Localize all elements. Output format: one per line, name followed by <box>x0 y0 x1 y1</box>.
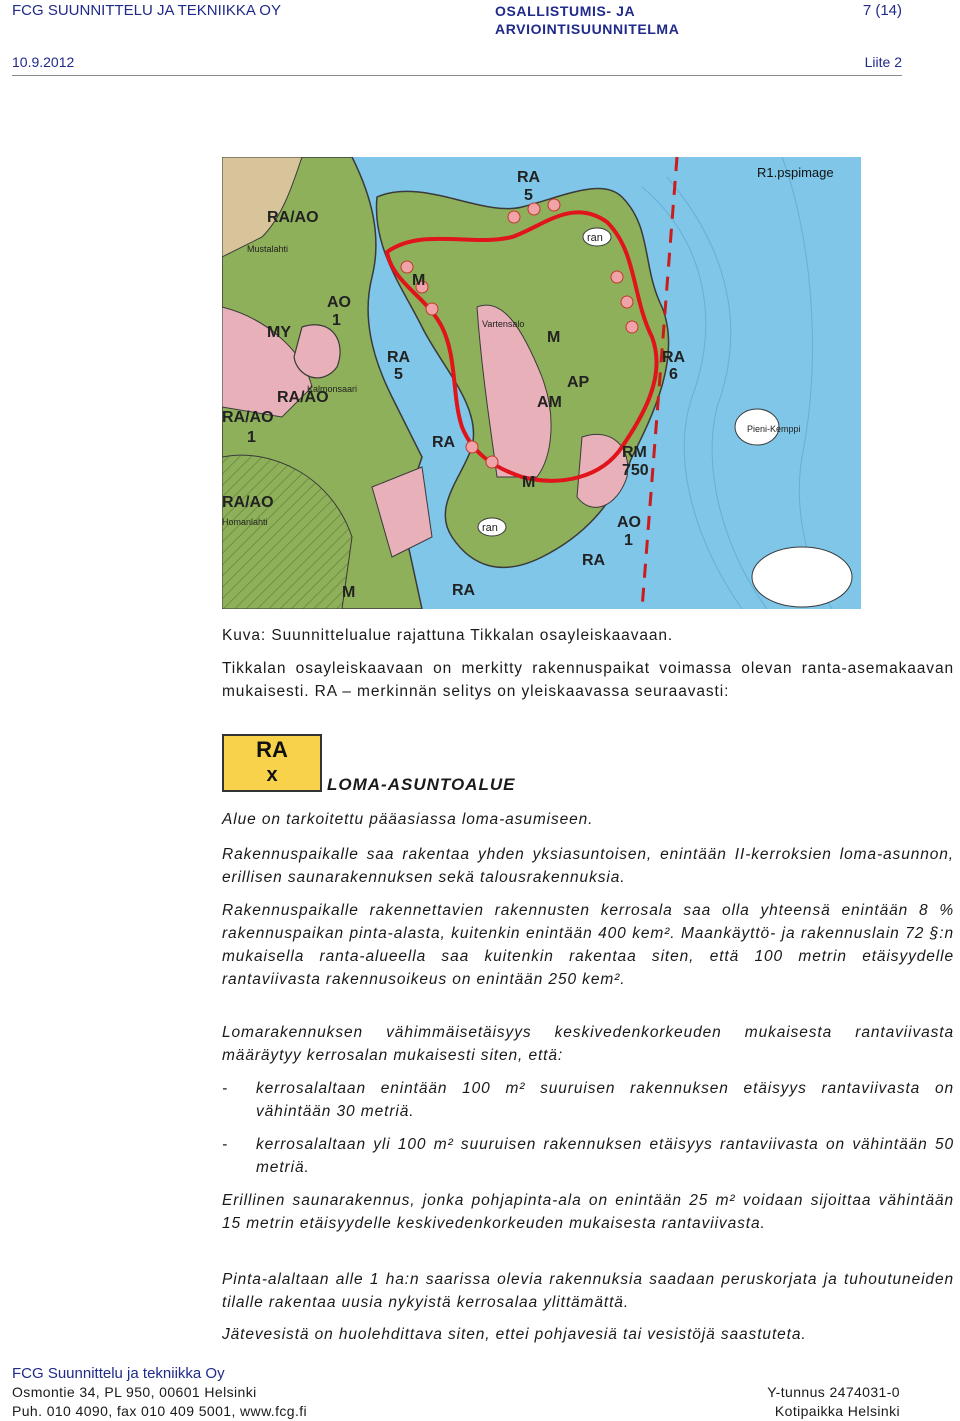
svg-text:AM: AM <box>537 394 562 411</box>
svg-text:Kalmonsaari: Kalmonsaari <box>307 384 358 394</box>
header-divider <box>12 75 902 76</box>
svg-text:AO: AO <box>617 514 641 531</box>
svg-text:M: M <box>342 584 356 601</box>
regulation-paragraph-4: Lomarakennuksen vähimmäisetäisyys keskivedenkorkeuden mukaisesta rantaviivasta määräytyy kerrosalan mukaisesti siten, että: <box>222 1024 954 1064</box>
header-doc-title-line2: ARVIOINTISUUNNITELMA <box>495 21 680 37</box>
svg-text:MY: MY <box>267 324 291 341</box>
header-date: 10.9.2012 <box>12 54 75 70</box>
svg-text:AP: AP <box>567 374 590 391</box>
regulation-paragraph-3: Rakennuspaikalle rakennettavien rakennusten kerrosala saa olla yhteensä enintään 8 % rakennuspaikan pinta-alasta, kuitenkin enintään 400 kem². Maankäyttö- ja rakennuslain 72 §:n mukaisella ranta-alueella saa kuitenkin rakentaa siten, että 100 metrin etäisyydelle rantaviivasta rakennusoikeus on enintään 250 kem². <box>222 902 954 988</box>
svg-text:M: M <box>412 272 426 289</box>
svg-text:M: M <box>547 329 561 346</box>
svg-text:RA/AO: RA/AO <box>222 494 274 511</box>
svg-text:RA: RA <box>452 582 476 599</box>
figure-caption: Kuva: Suunnittelualue rajattuna Tikkalan osayleiskaavaan. <box>222 627 674 644</box>
svg-text:Vartensalo: Vartensalo <box>482 319 525 329</box>
list-bullet: - <box>222 1080 229 1097</box>
header-appendix: Liite 2 <box>864 54 902 70</box>
list-item-text: kerrosalaltaan yli 100 m² suuruisen rakennuksen etäisyys rantaviivasta on vähintään 50 metriä. <box>256 1136 954 1176</box>
svg-text:5: 5 <box>524 187 533 204</box>
regulation-paragraph-6: Pinta-alaltaan alle 1 ha:n saarissa olevia rakennuksia saadaan peruskorjata ja tuhoutuneiden tilalle rakentaa uusia nykyistä kerrosalaa ylittämättä. <box>222 1271 954 1311</box>
svg-text:6: 6 <box>669 366 678 383</box>
regulation-paragraph-5: Erillinen saunarakennus, jonka pohjapinta-ala on enintään 25 m² voidaan sijoittaa vähintään 15 metrin etäisyydelle keskivedenkorkeuden mukaisesta rantaviivasta. <box>222 1192 954 1232</box>
svg-text:RA: RA <box>517 169 541 186</box>
list-item <box>222 1077 954 1123</box>
svg-text:Mustalahti: Mustalahti <box>247 244 289 254</box>
svg-text:AO: AO <box>327 294 351 311</box>
svg-text:RA/AO: RA/AO <box>222 409 274 426</box>
legend-code-bottom: x <box>266 764 278 786</box>
footer-business-id: Y-tunnus 2474031-0 <box>767 1384 900 1400</box>
svg-text:750: 750 <box>622 462 649 479</box>
footer-address: Osmontie 34, PL 950, 00601 Helsinki <box>12 1384 257 1400</box>
intro-paragraph: Tikkalan osayleiskaavaan on merkitty rakennuspaikat voimassa olevan ranta-asemakaavan mukaisesti. RA – merkinnän selitys on yleiskaavassa seuraavasti: <box>222 660 954 700</box>
svg-text:Homanlahti: Homanlahti <box>222 517 268 527</box>
page-header <box>0 0 960 90</box>
map-islet-south-east <box>752 547 852 607</box>
ra-legend-symbol <box>222 734 322 792</box>
svg-text:RA/AO: RA/AO <box>267 209 319 226</box>
regulation-paragraph-2: Rakennuspaikalle saa rakentaa yhden yksiasuntoisen, enintään II-kerroksien loma-asunnon, erillisen saunarakennuksen sekä talousrakennuksia. <box>222 846 954 886</box>
map-corner-label: R1.pspimage <box>757 165 834 180</box>
zoning-map <box>222 157 861 609</box>
list-item <box>222 1133 954 1179</box>
regulation-paragraph-7: Jätevesistä on huolehdittava siten, ettei pohjavesiä tai vesistöjä saastuteta. <box>222 1326 807 1343</box>
header-doc-title-line1: OSALLISTUMIS- JA <box>495 3 636 19</box>
svg-text:M: M <box>522 474 536 491</box>
svg-text:RM: RM <box>622 444 647 461</box>
list-bullet: - <box>222 1136 229 1153</box>
svg-text:Pieni-Kemppi: Pieni-Kemppi <box>747 424 801 434</box>
svg-text:5: 5 <box>394 366 403 383</box>
svg-text:1: 1 <box>624 532 633 549</box>
legend-code-top: RA <box>256 737 288 762</box>
footer-contact: Puh. 010 4090, fax 010 409 5001, www.fcg.fi <box>12 1403 308 1419</box>
footer-company: FCG Suunnittelu ja tekniikka Oy <box>12 1365 225 1382</box>
list-item-text: kerrosalaltaan enintään 100 m² suuruisen rakennuksen etäisyys rantaviivasta on vähintään 30 metriä. <box>256 1080 954 1120</box>
svg-text:RA: RA <box>582 552 606 569</box>
header-doc-title <box>495 2 679 38</box>
map-islet-kalmonsaari <box>294 325 340 378</box>
footer-domicile: Kotipaikka Helsinki <box>774 1403 900 1419</box>
header-page-number: 7 (14) <box>862 2 902 19</box>
svg-text:1: 1 <box>247 429 256 446</box>
svg-text:1: 1 <box>332 312 341 329</box>
svg-text:RA: RA <box>432 434 456 451</box>
svg-text:RA/AO: RA/AO <box>277 389 329 406</box>
page-footer <box>0 1360 960 1421</box>
legend-title: LOMA-ASUNTOALUE <box>327 775 516 794</box>
svg-text:ran: ran <box>587 232 603 244</box>
header-company: FCG SUUNNITTELU JA TEKNIIKKA OY <box>12 2 281 19</box>
regulation-paragraph-1: Alue on tarkoitettu pääasiassa loma-asumiseen. <box>222 811 594 828</box>
svg-text:RA: RA <box>387 349 411 366</box>
svg-text:ran: ran <box>482 522 498 534</box>
svg-text:RA: RA <box>662 349 686 366</box>
